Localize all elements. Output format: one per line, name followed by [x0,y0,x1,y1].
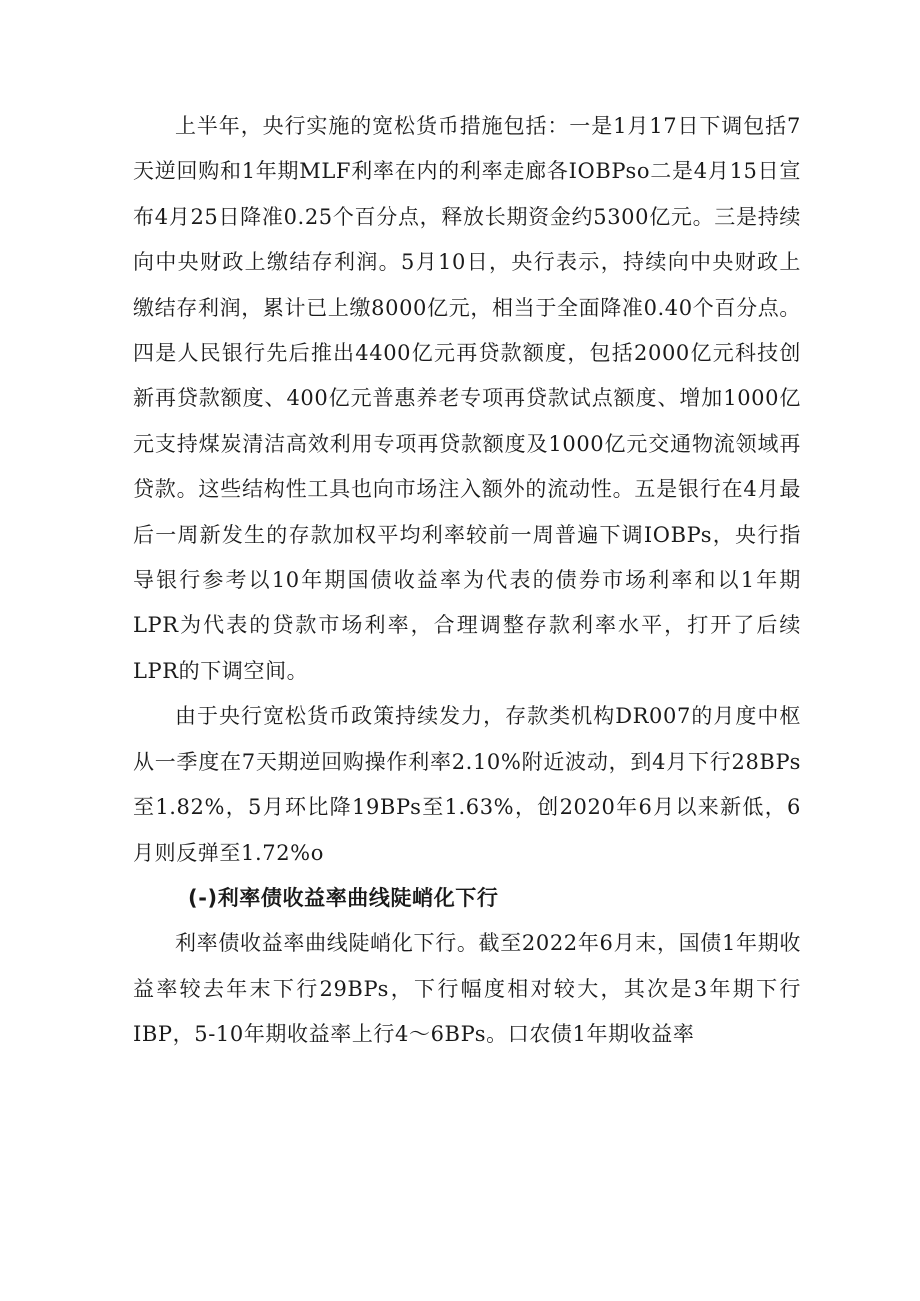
document-page [133,104,801,1058]
paragraph-monetary-measures: 上半年，央行实施的宽松货币措施包括：一是1月17日下调包括7天逆回购和1年期MLF利率在内的利率走廊各IOBPso二是4月15日宣布4月25日降准0.25个百分点，释放长期资金约5300亿元。三是持续向中央财政上缴结存利润。5月10日，央行表示，持续向中央财政上缴结存利润，累计已上缴8000亿元，相当于全面降准0.40个百分点。四是人民银行先后推出4400亿元再贷款额度，包括2000亿元科技创新再贷款额度、400亿元普惠养老专项再贷款试点额度、增加1000亿元支持煤炭清洁高效利用专项再贷款额度及1000亿元交通物流领域再贷款。这些结构性工具也向市场注入额外的流动性。五是银行在4月最后一周新发生的存款加权平均利率较前一周普遍下调IOBPs，央行指导银行参考以10年期国债收益率为代表的债券市场利率和以1年期LPR为代表的贷款市场利率，合理调整存款利率水平，打开了后续LPR的下调空间。 [133,114,801,683]
section-heading: (-)利率债收益率曲线陡峭化下行 [188,885,499,910]
paragraph-dr007: 由于央行宽松货币政策持续发力，存款类机构DR007的月度中枢从一季度在7天期逆回购操作利率2.10%附近波动，到4月下行28BPs至1.82%，5月环比降19BPs至1.63%，创2020年6月以来新低，6月则反弹至1.72%o [133,704,801,865]
paragraph-yield-curve: 利率债收益率曲线陡峭化下行。截至2022年6月末，国债1年期收益率较去年末下行29BPs，下行幅度相对较大，其次是3年期下行IBP，5-10年期收益率上行4～6BPs。口农债1年期收益率 [133,931,801,1047]
